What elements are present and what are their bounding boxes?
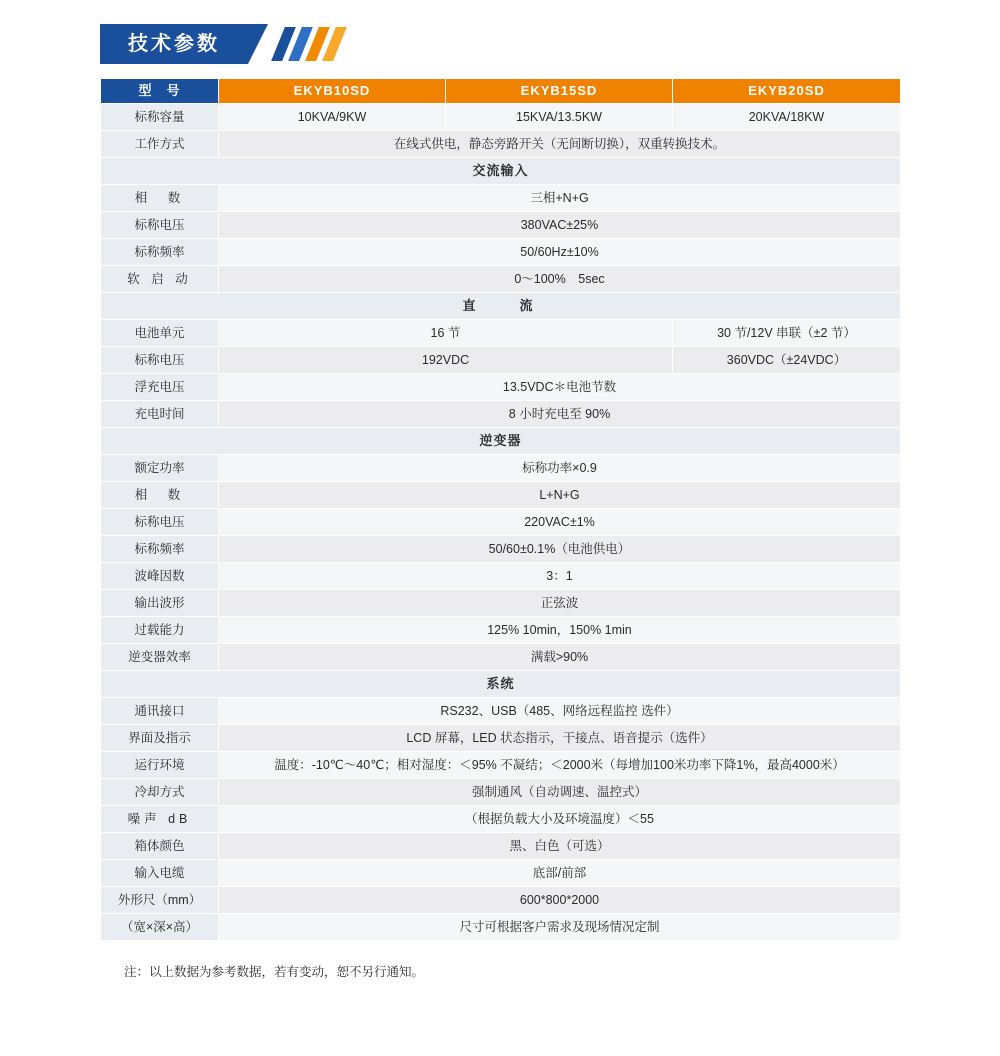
row-value: 正弦波 — [219, 590, 901, 617]
row-label: 逆变器效率 — [101, 644, 219, 671]
row-value: 220VAC±1% — [219, 509, 901, 536]
table-row — [101, 806, 901, 833]
table-row — [101, 374, 901, 401]
section-title: 逆变器 — [101, 428, 901, 455]
table-row — [101, 563, 901, 590]
table-row — [101, 131, 901, 158]
table-row — [101, 185, 901, 212]
row-value: 380VAC±25% — [219, 212, 901, 239]
row-value: 黑、白色（可选） — [219, 833, 901, 860]
table-row — [101, 320, 901, 347]
column-header-label: 型 号 — [101, 79, 219, 104]
row-value: 125% 10min，150% 1min — [219, 617, 901, 644]
row-label: 输出波形 — [101, 590, 219, 617]
row-value: 温度：-10℃～40℃；相对湿度：＜95% 不凝结；＜2000米（每增加100米功率下降1%，最高4000米） — [219, 752, 901, 779]
row-value: 30 节/12V 串联（±2 节） — [673, 320, 901, 347]
table-row — [101, 752, 901, 779]
table-row — [101, 536, 901, 563]
table-row — [101, 698, 901, 725]
row-value: L+N+G — [219, 482, 901, 509]
row-label: 浮充电压 — [101, 374, 219, 401]
table-row — [101, 860, 901, 887]
row-value: 在线式供电，静态旁路开关（无间断切换），双重转换技术。 — [219, 131, 901, 158]
column-header-model: EKYB20SD — [673, 79, 901, 104]
table-section-row — [101, 671, 901, 698]
row-value: 强制通风（自动调速、温控式） — [219, 779, 901, 806]
row-value: 满载>90% — [219, 644, 901, 671]
table-row — [101, 509, 901, 536]
row-label: 标称频率 — [101, 536, 219, 563]
row-label: 通讯接口 — [101, 698, 219, 725]
row-label: 相 数 — [101, 185, 219, 212]
row-value: 3：1 — [219, 563, 901, 590]
spec-table-body — [101, 79, 901, 941]
section-title: 直 流 — [101, 293, 901, 320]
table-row — [101, 239, 901, 266]
table-row — [101, 644, 901, 671]
table-row — [101, 887, 901, 914]
row-label: 冷却方式 — [101, 779, 219, 806]
row-label: （宽×深×高） — [101, 914, 219, 941]
table-row — [101, 347, 901, 374]
row-value: 8 小时充电至 90% — [219, 401, 901, 428]
decorative-slashes-icon — [278, 27, 348, 61]
row-label: 相 数 — [101, 482, 219, 509]
table-row — [101, 401, 901, 428]
row-value: 360VDC（±24VDC） — [673, 347, 901, 374]
table-row — [101, 590, 901, 617]
row-label: 输入电缆 — [101, 860, 219, 887]
row-label: 充电时间 — [101, 401, 219, 428]
table-row — [101, 617, 901, 644]
table-row — [101, 914, 901, 941]
row-value: 50/60Hz±10% — [219, 239, 901, 266]
row-label: 标称频率 — [101, 239, 219, 266]
row-label: 标称电压 — [101, 212, 219, 239]
table-row — [101, 212, 901, 239]
row-value: LCD 屏幕，LED 状态指示，干接点、语音提示（选件） — [219, 725, 901, 752]
table-row — [101, 725, 901, 752]
table-header-row — [101, 79, 901, 104]
row-value: （根据负载大小及环境温度）＜55 — [219, 806, 901, 833]
page-title: 技术参数 — [128, 33, 220, 55]
row-value: 0～100% 5sec — [219, 266, 901, 293]
row-value: 13.5VDC＊电池节数 — [219, 374, 901, 401]
table-row — [101, 833, 901, 860]
row-value: 底部/前部 — [219, 860, 901, 887]
row-label: 工作方式 — [101, 131, 219, 158]
spec-table — [100, 78, 901, 941]
row-label: 标称电压 — [101, 509, 219, 536]
row-value: 20KVA/18KW — [673, 104, 901, 131]
column-header-model: EKYB10SD — [219, 79, 446, 104]
row-value: 600*800*2000 — [219, 887, 901, 914]
header-tab — [100, 24, 248, 64]
table-row — [101, 455, 901, 482]
row-value: 16 节 — [219, 320, 673, 347]
footnote: 注：以上数据为参考数据，若有变动，恕不另行通知。 — [124, 965, 425, 979]
page-header — [100, 24, 348, 64]
column-header-model: EKYB15SD — [446, 79, 673, 104]
row-value: 15KVA/13.5KW — [446, 104, 673, 131]
row-value: 标称功率×0.9 — [219, 455, 901, 482]
row-label: 软 启 动 — [101, 266, 219, 293]
row-label: 额定功率 — [101, 455, 219, 482]
row-value: RS232、USB（485、网络远程监控 选件） — [219, 698, 901, 725]
row-label: 过载能力 — [101, 617, 219, 644]
row-value: 50/60±0.1%（电池供电） — [219, 536, 901, 563]
table-row — [101, 266, 901, 293]
table-section-row — [101, 293, 901, 320]
row-label: 外形尺（mm） — [101, 887, 219, 914]
table-row — [101, 104, 901, 131]
row-label: 噪声 dB — [101, 806, 219, 833]
row-label: 波峰因数 — [101, 563, 219, 590]
row-label: 标称容量 — [101, 104, 219, 131]
row-label: 运行环境 — [101, 752, 219, 779]
row-label: 箱体颜色 — [101, 833, 219, 860]
spec-table-wrapper — [100, 78, 900, 941]
row-value: 三相+N+G — [219, 185, 901, 212]
section-title: 交流输入 — [101, 158, 901, 185]
row-value: 尺寸可根据客户需求及现场情况定制 — [219, 914, 901, 941]
table-section-row — [101, 428, 901, 455]
table-section-row — [101, 158, 901, 185]
section-title: 系统 — [101, 671, 901, 698]
row-value: 10KVA/9KW — [219, 104, 446, 131]
table-row — [101, 779, 901, 806]
row-label: 界面及指示 — [101, 725, 219, 752]
table-row — [101, 482, 901, 509]
row-label: 标称电压 — [101, 347, 219, 374]
row-value: 192VDC — [219, 347, 673, 374]
row-label: 电池单元 — [101, 320, 219, 347]
